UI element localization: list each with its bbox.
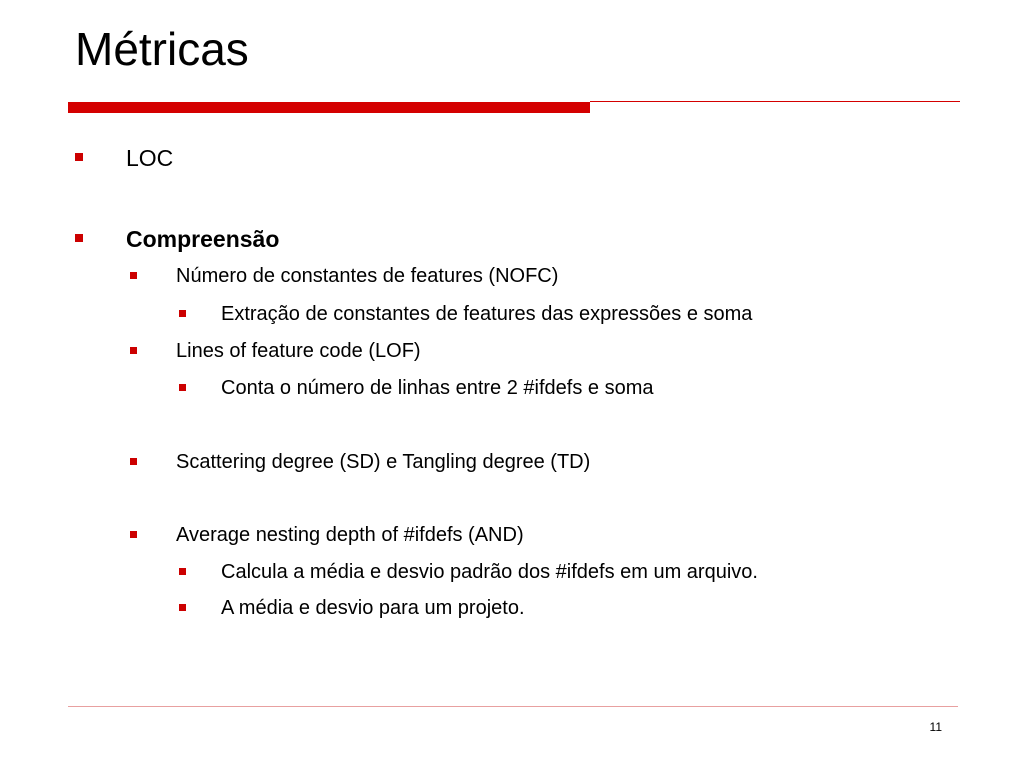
- bullet-item-compreensao: [126, 226, 279, 253]
- square-bullet-icon: [75, 234, 83, 242]
- bullet-item-loc: [126, 145, 173, 172]
- bullet-text: LOC: [126, 145, 174, 171]
- bullet-item-lof: [176, 340, 421, 363]
- square-bullet-icon: [130, 272, 137, 279]
- square-bullet-icon: [179, 604, 186, 611]
- bullet-item-nofc: [176, 265, 558, 288]
- bullet-item-sd-td: [176, 451, 590, 474]
- square-bullet-icon: [130, 347, 137, 354]
- square-bullet-icon: [179, 568, 186, 575]
- bullet-text: Average nesting depth of #ifdefs (AND): [176, 524, 524, 546]
- footer-divider: [68, 706, 958, 707]
- bullet-text: Calcula a média e desvio padrão dos #ifdefs em um arquivo.: [221, 561, 758, 583]
- bullet-text: Scattering degree (SD) e Tangling degree (TD): [176, 451, 591, 473]
- bullet-text: Lines of feature code (LOF): [176, 340, 421, 362]
- bullet-item-and-detail-1: [221, 561, 758, 584]
- square-bullet-icon: [130, 458, 137, 465]
- bullet-text: Conta o número de linhas entre 2 #ifdefs e soma: [221, 377, 654, 399]
- bullet-text: Compreensão: [126, 226, 280, 252]
- bullet-item-and-detail-2: [221, 597, 525, 620]
- square-bullet-icon: [130, 531, 137, 538]
- bullet-text: A média e desvio para um projeto.: [221, 597, 525, 619]
- bullet-item-nofc-detail: [221, 303, 752, 326]
- bullet-item-lof-detail: [221, 377, 653, 400]
- slide-number: 11: [929, 720, 942, 734]
- bullet-text: Extração de constantes de features das expressões e soma: [221, 303, 753, 325]
- square-bullet-icon: [179, 384, 186, 391]
- bullet-text: Número de constantes de features (NOFC): [176, 265, 559, 287]
- slide-title: Métricas: [75, 23, 249, 75]
- square-bullet-icon: [75, 153, 83, 161]
- bullet-item-and: [176, 524, 524, 547]
- square-bullet-icon: [179, 310, 186, 317]
